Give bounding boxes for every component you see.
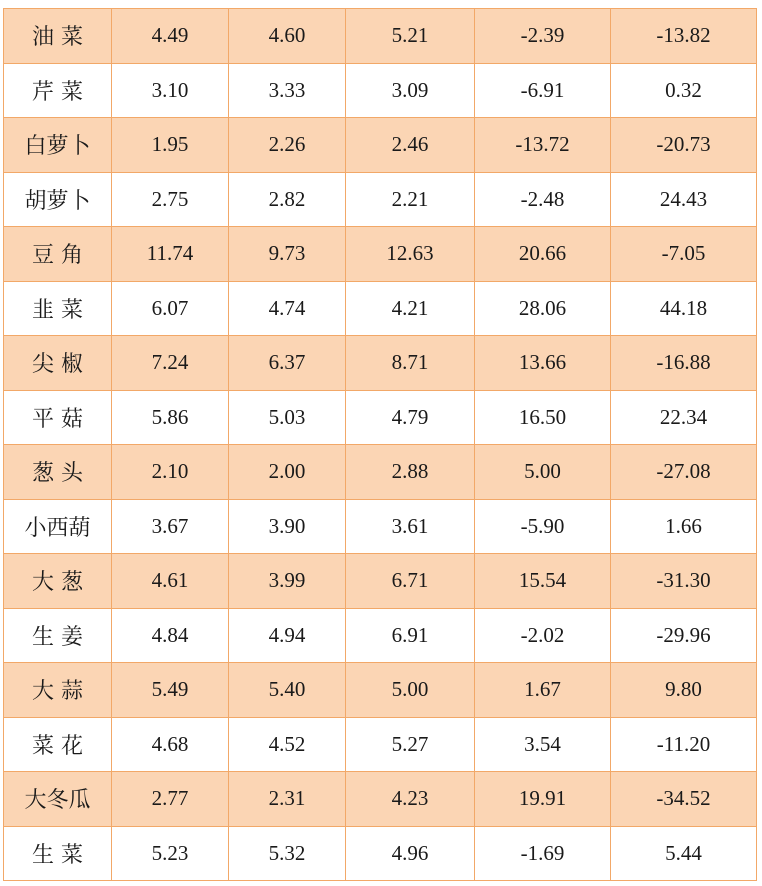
- vegetable-name-cell: 胡萝卜: [4, 172, 112, 227]
- value-cell: 2.46: [346, 118, 475, 173]
- value-cell: 0.32: [611, 63, 757, 118]
- value-cell: 5.21: [346, 9, 475, 64]
- value-cell: 5.23: [112, 826, 229, 881]
- value-cell: 4.61: [112, 554, 229, 609]
- vegetable-price-table: [3, 8, 757, 881]
- table-row: [4, 63, 757, 118]
- value-cell: 4.68: [112, 717, 229, 772]
- value-cell: 11.74: [112, 227, 229, 282]
- value-cell: -16.88: [611, 336, 757, 391]
- value-cell: -2.39: [475, 9, 611, 64]
- value-cell: 5.27: [346, 717, 475, 772]
- value-cell: 2.77: [112, 772, 229, 827]
- value-cell: 4.23: [346, 772, 475, 827]
- value-cell: 3.90: [229, 499, 346, 554]
- value-cell: 2.31: [229, 772, 346, 827]
- value-cell: 12.63: [346, 227, 475, 282]
- value-cell: 5.00: [475, 445, 611, 500]
- table-row: [4, 390, 757, 445]
- vegetable-name-cell: 油 菜: [4, 9, 112, 64]
- value-cell: 3.33: [229, 63, 346, 118]
- value-cell: 9.73: [229, 227, 346, 282]
- value-cell: 19.91: [475, 772, 611, 827]
- value-cell: 1.95: [112, 118, 229, 173]
- value-cell: 1.66: [611, 499, 757, 554]
- table-row: [4, 227, 757, 282]
- table-row: [4, 445, 757, 500]
- vegetable-name-cell: 大 蒜: [4, 663, 112, 718]
- value-cell: 3.54: [475, 717, 611, 772]
- value-cell: -13.82: [611, 9, 757, 64]
- value-cell: 3.67: [112, 499, 229, 554]
- vegetable-name-cell: 平 菇: [4, 390, 112, 445]
- value-cell: 2.21: [346, 172, 475, 227]
- value-cell: 5.32: [229, 826, 346, 881]
- value-cell: 2.75: [112, 172, 229, 227]
- value-cell: 20.66: [475, 227, 611, 282]
- table-row: [4, 9, 757, 64]
- value-cell: 2.88: [346, 445, 475, 500]
- table-row: [4, 172, 757, 227]
- vegetable-name-cell: 菜 花: [4, 717, 112, 772]
- vegetable-name-cell: 尖 椒: [4, 336, 112, 391]
- value-cell: 28.06: [475, 281, 611, 336]
- table-row: [4, 717, 757, 772]
- value-cell: 5.40: [229, 663, 346, 718]
- value-cell: 22.34: [611, 390, 757, 445]
- value-cell: 4.96: [346, 826, 475, 881]
- value-cell: 4.94: [229, 608, 346, 663]
- table-row: [4, 118, 757, 173]
- value-cell: 4.49: [112, 9, 229, 64]
- value-cell: 8.71: [346, 336, 475, 391]
- value-cell: -29.96: [611, 608, 757, 663]
- value-cell: -31.30: [611, 554, 757, 609]
- value-cell: -34.52: [611, 772, 757, 827]
- vegetable-name-cell: 芹 菜: [4, 63, 112, 118]
- table-row: [4, 336, 757, 391]
- vegetable-name-cell: 大 葱: [4, 554, 112, 609]
- value-cell: 4.60: [229, 9, 346, 64]
- value-cell: -27.08: [611, 445, 757, 500]
- value-cell: 4.79: [346, 390, 475, 445]
- value-cell: -1.69: [475, 826, 611, 881]
- value-cell: -6.91: [475, 63, 611, 118]
- table-row: [4, 608, 757, 663]
- vegetable-name-cell: 生 姜: [4, 608, 112, 663]
- value-cell: 9.80: [611, 663, 757, 718]
- value-cell: 4.21: [346, 281, 475, 336]
- vegetable-name-cell: 韭 菜: [4, 281, 112, 336]
- value-cell: 5.00: [346, 663, 475, 718]
- table-row: [4, 281, 757, 336]
- value-cell: 6.07: [112, 281, 229, 336]
- value-cell: 2.00: [229, 445, 346, 500]
- value-cell: 2.26: [229, 118, 346, 173]
- value-cell: 6.37: [229, 336, 346, 391]
- table-row: [4, 499, 757, 554]
- value-cell: 15.54: [475, 554, 611, 609]
- value-cell: -11.20: [611, 717, 757, 772]
- value-cell: 4.74: [229, 281, 346, 336]
- table-body: [4, 9, 757, 881]
- value-cell: -5.90: [475, 499, 611, 554]
- value-cell: -2.48: [475, 172, 611, 227]
- value-cell: 3.09: [346, 63, 475, 118]
- value-cell: -20.73: [611, 118, 757, 173]
- value-cell: -13.72: [475, 118, 611, 173]
- vegetable-name-cell: 豆 角: [4, 227, 112, 282]
- value-cell: 24.43: [611, 172, 757, 227]
- vegetable-name-cell: 大冬瓜: [4, 772, 112, 827]
- value-cell: 1.67: [475, 663, 611, 718]
- value-cell: 13.66: [475, 336, 611, 391]
- value-cell: 44.18: [611, 281, 757, 336]
- value-cell: -7.05: [611, 227, 757, 282]
- value-cell: 5.44: [611, 826, 757, 881]
- table-row: [4, 826, 757, 881]
- vegetable-name-cell: 白萝卜: [4, 118, 112, 173]
- value-cell: 2.10: [112, 445, 229, 500]
- value-cell: 5.86: [112, 390, 229, 445]
- value-cell: 6.71: [346, 554, 475, 609]
- vegetable-name-cell: 小西葫: [4, 499, 112, 554]
- value-cell: 4.52: [229, 717, 346, 772]
- value-cell: 5.49: [112, 663, 229, 718]
- value-cell: -2.02: [475, 608, 611, 663]
- value-cell: 4.84: [112, 608, 229, 663]
- table-row: [4, 772, 757, 827]
- value-cell: 3.10: [112, 63, 229, 118]
- value-cell: 5.03: [229, 390, 346, 445]
- value-cell: 6.91: [346, 608, 475, 663]
- table-row: [4, 554, 757, 609]
- value-cell: 7.24: [112, 336, 229, 391]
- value-cell: 16.50: [475, 390, 611, 445]
- value-cell: 2.82: [229, 172, 346, 227]
- vegetable-name-cell: 生 菜: [4, 826, 112, 881]
- value-cell: 3.99: [229, 554, 346, 609]
- table-row: [4, 663, 757, 718]
- vegetable-name-cell: 葱 头: [4, 445, 112, 500]
- value-cell: 3.61: [346, 499, 475, 554]
